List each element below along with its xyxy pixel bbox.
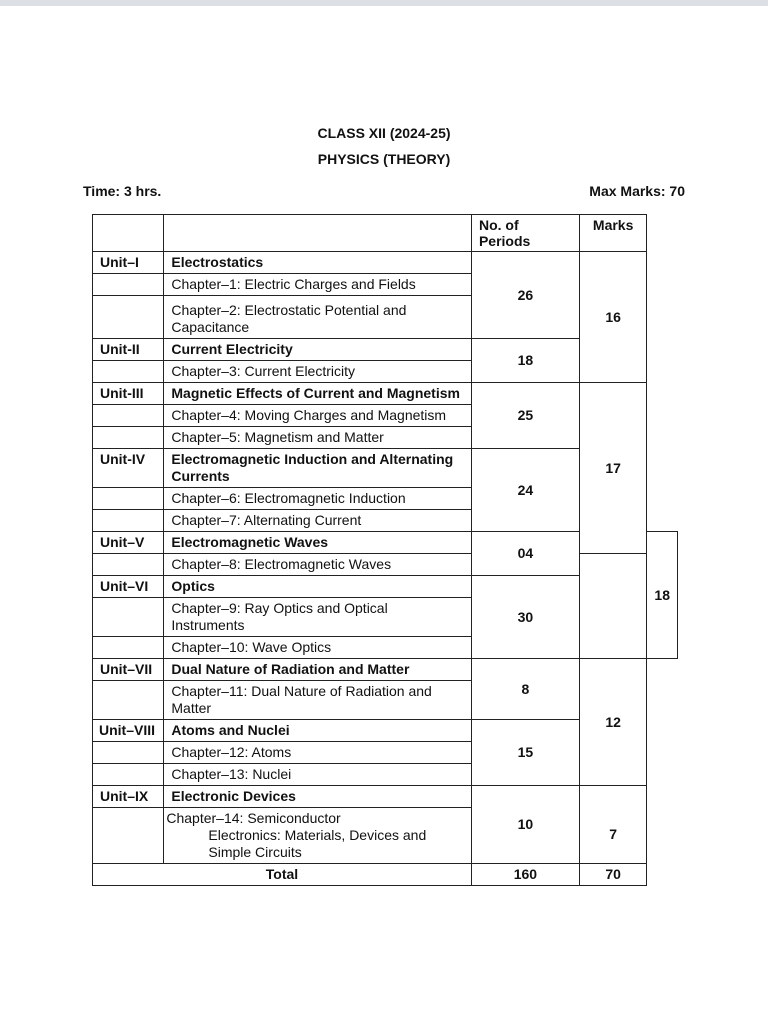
- table-row: [93, 554, 678, 576]
- subject-title: PHYSICS (THEORY): [317, 151, 451, 167]
- syllabus-table: [92, 214, 678, 886]
- class-title: CLASS XII (2024-25): [317, 125, 451, 141]
- periods-cell: 04: [471, 532, 579, 576]
- unit-label: Unit–V: [93, 532, 164, 554]
- periods-cell: 26: [471, 252, 579, 339]
- table-row: [93, 637, 678, 659]
- blank-cell: [93, 405, 164, 427]
- blank-cell: [93, 296, 164, 339]
- unit-title: Electronic Devices: [164, 786, 472, 808]
- blank-cell: [93, 764, 164, 786]
- table-row: [93, 659, 678, 681]
- periods-cell: 8: [471, 659, 579, 720]
- chapter-cell: Chapter–5: Magnetism and Matter: [164, 427, 472, 449]
- periods-cell: 24: [471, 449, 579, 532]
- periods-cell: 18: [471, 339, 579, 383]
- total-periods: 160: [471, 864, 579, 886]
- unit-title: Magnetic Effects of Current and Magnetism: [164, 383, 472, 405]
- unit-title: Atoms and Nuclei: [164, 720, 472, 742]
- chapter-cell: Chapter–8: Electromagnetic Waves: [164, 554, 472, 576]
- top-bar: [0, 0, 768, 6]
- max-marks-label: Max Marks: 70: [589, 183, 685, 199]
- periods-cell: 30: [471, 576, 579, 659]
- chapter-line-continued: Electronics: Materials, Devices and Simple Circuits: [208, 827, 427, 860]
- periods-header: No. of Periods: [471, 215, 579, 252]
- total-marks: 70: [579, 864, 647, 886]
- blank-cell: [93, 510, 164, 532]
- unit-title: Electromagnetic Waves: [164, 532, 472, 554]
- blank-cell: [93, 488, 164, 510]
- header-blank-cell: [164, 215, 472, 252]
- chapter-cell: Chapter–10: Wave Optics: [164, 637, 472, 659]
- unit-label: Unit–VIII: [93, 720, 164, 742]
- table-row: [93, 576, 678, 598]
- blank-cell: [93, 681, 164, 720]
- marks-cell: 18: [647, 532, 678, 659]
- chapter-cell: Chapter–7: Alternating Current: [164, 510, 472, 532]
- marks-header: Marks: [579, 215, 647, 252]
- unit-title: Electromagnetic Induction and Alternating Currents: [164, 449, 472, 488]
- unit-label: Unit–VII: [93, 659, 164, 681]
- table-row: [93, 786, 678, 808]
- marks-cell: 12: [579, 659, 647, 786]
- periods-cell: 10: [471, 786, 579, 864]
- chapter-cell: Chapter–11: Dual Nature of Radiation and Matter: [164, 681, 472, 720]
- total-label: Total: [93, 864, 472, 886]
- blank-cell: [93, 427, 164, 449]
- chapter-cell: Chapter–2: Electrostatic Potential and Capacitance: [164, 296, 472, 339]
- chapter-cell: Chapter–1: Electric Charges and Fields: [164, 274, 472, 296]
- header-blank-cell: [93, 215, 164, 252]
- unit-label: Unit-III: [93, 383, 164, 405]
- blank-cell: [93, 637, 164, 659]
- blank-cell: [93, 274, 164, 296]
- periods-cell: 25: [471, 383, 579, 449]
- table-row: [93, 598, 678, 637]
- chapter-cell: Chapter–13: Nuclei: [164, 764, 472, 786]
- unit-title: Optics: [164, 576, 472, 598]
- table-header-row: [93, 215, 678, 252]
- chapter-line: Chapter–14: Semiconductor: [166, 810, 341, 826]
- blank-cell: [93, 361, 164, 383]
- table-row: [93, 383, 678, 405]
- unit-title: Current Electricity: [164, 339, 472, 361]
- marks-cell: 16: [579, 252, 647, 383]
- blank-cell: [93, 808, 164, 864]
- unit-title: Dual Nature of Radiation and Matter: [164, 659, 472, 681]
- blank-cell: [93, 598, 164, 637]
- unit-label: Unit-IV: [93, 449, 164, 488]
- chapter-cell: Chapter–9: Ray Optics and Optical Instruments: [164, 598, 472, 637]
- chapter-cell: Chapter–3: Current Electricity: [164, 361, 472, 383]
- chapter-cell: Chapter–6: Electromagnetic Induction: [164, 488, 472, 510]
- marks-cell: 7: [579, 786, 647, 864]
- unit-title: Electrostatics: [164, 252, 472, 274]
- chapter-cell: [164, 808, 472, 864]
- chapter-cell: Chapter–12: Atoms: [164, 742, 472, 764]
- blank-cell: [93, 742, 164, 764]
- table-row: [93, 252, 678, 274]
- periods-cell: 15: [471, 720, 579, 786]
- blank-cell: [93, 554, 164, 576]
- chapter-cell: Chapter–4: Moving Charges and Magnetism: [164, 405, 472, 427]
- unit-label: Unit–VI: [93, 576, 164, 598]
- unit-label: Unit–I: [93, 252, 164, 274]
- time-label: Time: 3 hrs.: [83, 183, 162, 199]
- total-row: [93, 864, 678, 886]
- marks-cell: 17: [579, 383, 647, 554]
- unit-label: Unit–IX: [93, 786, 164, 808]
- unit-label: Unit-II: [93, 339, 164, 361]
